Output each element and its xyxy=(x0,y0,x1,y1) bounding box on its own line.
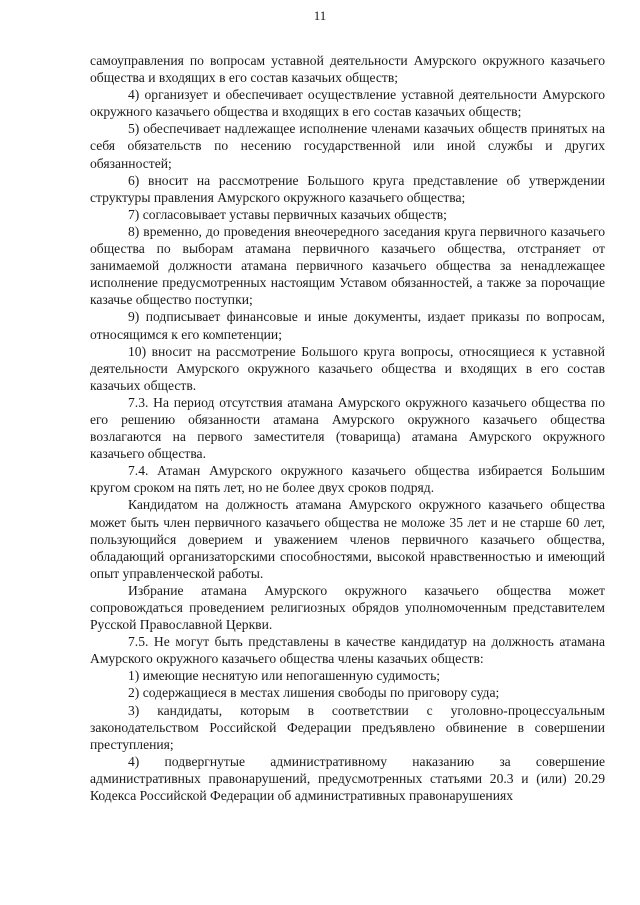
page-number: 11 xyxy=(313,8,327,23)
paragraph: 7.4. Атаман Амурского окружного казачьего общества избирается Большим кругом сроком на пять лет, но не более двух сроков подряд. xyxy=(90,463,605,496)
paragraph: 6) вносит на рассмотрение Большого круга представление об утверждении структуры правления Амурского окружного казачьего общества; xyxy=(90,172,605,205)
paragraph: 4) подвергнутые административному наказанию за совершение административных правонарушений, предусмотренных статьями 20.3 и (или) 20.29 Кодекса Российской Федерации об административных правонарушениях xyxy=(90,753,605,804)
paragraph: 8) временно, до проведения внеочередного заседания круга первичного казачьего общества по выборам атамана первичного казачьего общества, отстраняет от занимаемой должности атамана первичного казачьего общества за ненадлежащее исполнение предусмотренных настоящим Уставом обязанностей, а также за порочащие казачье общество поступки; xyxy=(90,223,605,308)
paragraph: 7.5. Не могут быть представлены в качестве кандидатур на должность атамана Амурского окружного казачьего общества члены казачьих обществ: xyxy=(90,634,605,667)
document-body xyxy=(90,52,605,804)
paragraph: Избрание атамана Амурского окружного казачьего общества может сопровождаться проведением религиозных обрядов уполномоченным представителем Русской Православной Церкви. xyxy=(90,582,605,633)
paragraph: 9) подписывает финансовые и иные документы, издает приказы по вопросам, относящимся к его компетенции; xyxy=(90,309,605,342)
paragraph: 7) согласовывает уставы первичных казачьих обществ; xyxy=(128,206,447,222)
paragraph: самоуправления по вопросам уставной деятельности Амурского окружного казачьего общества и входящих в его состав казачьих обществ; xyxy=(90,53,605,86)
paragraph: Кандидатом на должность атамана Амурского окружного казачьего общества может быть член первичного казачьего общества не моложе 35 лет и не старше 60 лет, пользующийся доверием и уважением членов первичного казачьего общества, обладающий организаторскими способностями, высокой нравственностью и имеющий опыт управленческой работы. xyxy=(90,497,605,581)
paragraph: 4) организует и обеспечивает осуществление уставной деятельности Амурского окружного казачьего общества и входящих в его состав казачьих обществ; xyxy=(90,87,605,120)
paragraph: 7.3. На период отсутствия атамана Амурского окружного казачьего общества по его решению обязанности атамана Амурского окружного казачьего общества возлагаются на первого заместителя (товарища) атамана Амурского окружного казачьего общества. xyxy=(90,394,605,462)
paragraph: 2) содержащиеся в местах лишения свободы по приговору суда; xyxy=(128,685,500,701)
paragraph: 10) вносит на рассмотрение Большого круга вопросы, относящиеся к уставной деятельности Амурского окружного казачьего общества и входящих в его состав казачьих обществ. xyxy=(90,343,605,393)
paragraph: 5) обеспечивает надлежащее исполнение членами казачьих обществ принятых на себя обязательств по несению государственной или иной службы и других обязанностей; xyxy=(90,121,605,171)
paragraph: 3) кандидаты, которым в соответствии с уголовно-процессуальным законодательством Российской Федерации предъявлено обвинение в совершении преступления; xyxy=(90,702,605,752)
paragraph: 1) имеющие неснятую или непогашенную судимость; xyxy=(128,668,441,684)
